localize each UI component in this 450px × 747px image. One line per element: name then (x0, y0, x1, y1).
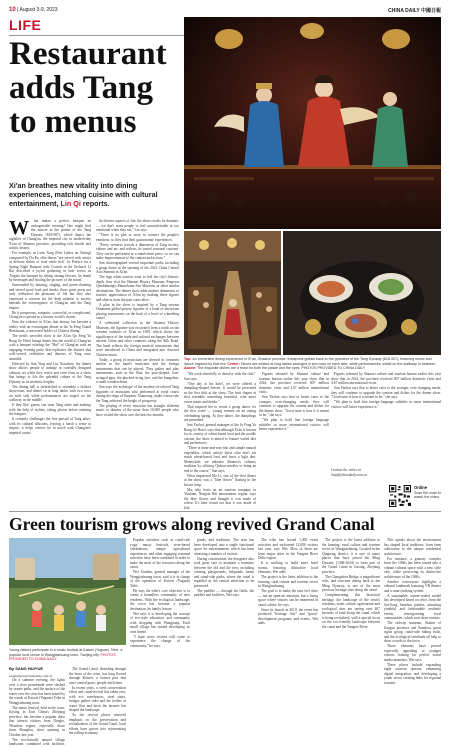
paragraph: The goal is to make the area feel alive — not an open-air museum, but a living space where visitors can be immersed in canal culture, he says. (258, 589, 318, 607)
paragraph: Sun choreographed several important paths, including a group dance at the opening of the 2022 China Central Asia Summit in Xi'an. (96, 261, 179, 274)
photo-banquet-hall (184, 231, 281, 355)
paragraph: Directed by Sun Ying and Liu Xiaozhen, the dinner show allows people to indulge in carefully designed culinary art while they watch and even feast as a show that brings to life the splendid culture of the Tang Dynasty as its aesthetic heights. (9, 361, 91, 384)
paragraph: In recent years, a vivid conservation effort and canal-revival has taken root, with eco warehouses, steel stairs, bridges gather sides and the bodies of water flow and hosts the farmers has shaped the landscape. (69, 685, 126, 712)
paragraph: Since its launch in 2019, the event has produced "heritage first" and "green" development programs and events, Wei adds. (258, 607, 318, 625)
second-photo-caption: Young visitors participate in a music festival at Kaiwei (Yuguan) Tribe, a popular rural venue in Wangjiazhuang town, Tianjing city. PHOTOS PROVIDED TO CHINA DAILY (9, 648, 123, 661)
second-byline-email[interactable]: sanghuiyue@chinadaily.com.cn (9, 673, 53, 678)
paragraph: For instance, a granary complex from the 1960s has been turned into a vibrant cultural space with a new style cafe, while preserving its distinctive architecture of the 1960s. (384, 556, 441, 579)
paragraph: do diverse aspects of life, the show results be dramatic — we don't want people to feel uncomfortable or too emotional when they eat," Liu says. (96, 219, 179, 232)
paragraph: The paddies — through the fields, the paddles and facilities, Wei says. (194, 588, 254, 597)
paragraph: Ma, who hosts an art tourism company in Yunfuan, Ningxia Hui autonomous region, says the blue flower and thought it was made of wheat. It's later found out that it was made of fish. (184, 487, 256, 509)
paragraph: "We plan to hold fine foreign language subtitles so more international visitors will better experience it." (259, 418, 329, 431)
paragraph: The tribe has hosted 1,400 event activities and welcomed 12,000 visitors last year, says Wei. Most of them are from major cities in the Yangtze River Delta region. (258, 538, 318, 560)
qr-code-icon[interactable] (389, 485, 411, 507)
paragraph: The playing of every musician has brought different music to dinners of the more than 10,000 people who have visited the show over the last few months. (96, 403, 179, 417)
paragraph: "There is no plot or story to connect the people's emotions, so they find their gastronomic experiences. (96, 233, 179, 242)
paragraph: As the revival places renewed emphasis on the preservation and revitalization of the Grand Canal, local efforts have grown into rejuvenating the rolling economy. (69, 713, 126, 735)
paragraph: Wei says it is developing the concept of eco-style education, and community with shopping with Wangjiang. Each small village has started developing its own theme. (130, 611, 190, 634)
feature-col1-text (9, 219, 91, 435)
deck (9, 181, 179, 209)
paragraph: Figures released by Shaanxi culture and tourism bureau earlier this year show that in 2024, the province received 607 million domestic visits and 4.67 million international visits. (259, 372, 329, 394)
paragraph: "Every scenario reveals a dimension of Tang society, culture and art, and reflects its varied seasonal customs. They can be performed as a stand-alone piece, so we can make improvements to the content and actions." (96, 242, 179, 260)
second-column-3 (130, 538, 190, 745)
photo-music-festival (9, 538, 126, 645)
paragraph: Figures released by Shaanxi culture and tourism bureau earlier this year show that in 2024, the province received 607 million domestic visits and 4.67 million international visits. (331, 372, 441, 385)
paragraph: A plan in the show is inspired by a Tang servant Ornament gilded pottery figurine of a band of musicians playing instruments on the back of a bowl of a kneeling camel. (96, 302, 179, 320)
paragraph: Now the violence in Xi'an, that fantasy has become a reality with an extravagant dinner at the Ju Feng Grand Restaurant, a renowned holder of Chinese dining. (9, 320, 91, 333)
paragraph: What impressed Ma Li, one of the first diners at the show, was a "blue flower" floating in the brown soup. (184, 473, 256, 487)
paragraph: Sun Yaohui says that to better cater to the younger, ever-changing needs, they will continue to upgrade the content and dishes for the dinner show. "Good taste is how it is meant to be," she says. (259, 395, 329, 417)
article-divider (9, 511, 441, 512)
contact-email[interactable]: linqi@chinadaily.com.cn (331, 472, 368, 477)
paragraph: "I hope more visitors will come to experience the change of the community," he says. (130, 634, 190, 648)
writer-contact (331, 468, 441, 477)
second-column-1 (9, 667, 65, 745)
deck-text: Xi'an breathes new vitality into dining experiences, matching cuisine with cultural entertainment, (9, 181, 158, 209)
paper-name: CHINA DAILY (388, 8, 420, 14)
paragraph: These places include expanding night tourism options, enhancing digital integration, and developing a youth sector creating hubs for regional tourism. (384, 662, 441, 685)
paragraph: The project is the latest addition to the farming, rural culture and tourism sector in Wangjiazhuang. (258, 575, 318, 588)
paragraph: The project is the latest addition to the farming, rural culture and tourism sector in Wangjiazhuang. Located in the Qingtong district, it is one of many places that have joined the Ming Dynasty (1368-1644) to form part of the Grand Canal in Jiaxing, Zhejiang province. (322, 538, 380, 574)
qr-title: Online (414, 485, 428, 490)
paragraph: A sustainable, nature-rooted model has developed based on relics from the Sui-Song Sanzhou pattern, attracting youthful and fashionable aesthetic events, reinvigorating local communities, which now draw tourists. (384, 593, 441, 620)
qr-text: Scan the code to watch the video. (414, 490, 441, 499)
feature-column-3 (184, 372, 256, 509)
paragraph: For example, in Liren Xing (Fair Ladies on Outing) composed by Du Fu, elite diners "are served with arrays of delicate dishes of food while fish". In Preface for a Spring Night Banquet with Cousins in the Orchard, Li Bai described a joyful gathering in lush verses as "begins the banquet by sitting among flowers, he drank by beverages and hosting the pictures of the moon". (9, 251, 91, 282)
qr-block[interactable] (389, 485, 441, 507)
paragraph: Today, a group of musicians are dressed in costumes similar to the band's musicians and the foreign instruments that can be played. They gather and play instruments, such as the flute, the pear-shaped, four-stringed pipa, the plucked string lyre, and the bangzhou, a small wooden drum. (96, 357, 179, 384)
feature-column-5 (331, 372, 441, 466)
paragraph: Popular activities such as canal-side yoga, music festivals, river-based celebrations, unique agricultural experiences, and other engaging seasonal activities have been combined in order to make the most of the resources along the canal. (130, 538, 190, 569)
paragraph: Sun Yaohui, general manager of the Ju Fang Ya Rong Ge Hotel, says that although Xi'an is known for its variety of wheat-based food and the noodle cuisine, the show is aimed to feature varied diet and preferences. (184, 423, 256, 445)
paragraph: "There is meat-and-rose fish and simple natural vegetables, which satisfy those who don't eat much wheat-based food and favor a light diet. Meanwhile, we enhance Shaanxi's culinary tradition by offering Qishan noodles to bring an end to the course," Sun says. (184, 446, 256, 473)
paragraph: The dining hall is refurbished to resemble a fashion showroom, and diners sit at long tables with two rows on each side while performances are staged on the walkway in the middle. (9, 384, 91, 402)
paragraph: Sun Yaohui says that to better cater to the younger, ever-changing needs, they will continue to upgrade the content and dishes for the dinner show. "Good taste is how it is meant to be," she says. (331, 386, 441, 399)
paragraph: The eco-friendly natural village landscape, combined with facilities, (9, 737, 65, 745)
photo-credit: PHOTOS PROVIDED TO CHINA DAILY (301, 366, 366, 370)
paragraph: That inspired her to create a group dance for the first scene — young women on an outing celebrating spring. As they dance, the dumplings are presented. (184, 404, 256, 422)
paragraph: The railway museum, Station of Jiangsu province and Sanzhou, guest rights group, canal-side hiking trails, and the ecological riverbank all help to draw crowds to the town. (384, 621, 441, 643)
feature-column-4 (259, 372, 329, 509)
contact-label: Contact the writer at (331, 468, 362, 472)
second-column-5 (258, 538, 318, 745)
headline: Restaurant adds Tang to menus (9, 36, 167, 140)
masthead: 10 | August 3-9, 2023 CHINA DAILY 中國日報 (9, 7, 441, 14)
paragraph: hat makes a perfect banquet an unforgettable evening? One might find the answer in the poems of the Tang Dynasty (618-907), which depict the nightlife of Chang'an, the imperial city in modern-day Xi'an of Shaanxi province, providing rich details and artistic beauty. (9, 219, 91, 250)
section-title: LIFE (9, 17, 42, 33)
photo-dishes (283, 231, 441, 355)
dropcap: W (9, 219, 29, 239)
paragraph: He says the tribe's core objective is to create a boundless community of new residents. With the ecological landscape, the town has become a popular destination for family leisure. (130, 588, 190, 611)
issue-date: August 3-9, 2023 (19, 7, 58, 13)
paragraph: Complementing this historical heritage, the landscape of the town's residents, water culture, agritourism and ecological sites are seeing over 467 hectares of land along the canal, which is being revitalized, with a special focus on the eco-friendly landscape between the canal and the Yangtze River. (322, 593, 380, 629)
second-column-6 (322, 538, 380, 745)
feature-column-2 (96, 219, 179, 509)
paragraph: On a summer evening, the lights over a river promenade were slashed by ornate paths, and the surface of the water over the river has been raised by the winds of Kaiwei (Yuguan) Tribe in Wangjiazhuang town. (9, 678, 65, 705)
paper-name-cn: 中國日報 (420, 8, 441, 14)
paragraph: "We plan to hold fine foreign language subtitles so more international visitors will better experience it." (331, 400, 441, 409)
paragraph: The Changzhou Bridge, a magnificent relic, and structure dating back to the Ming Dynasty, is one of the most precious heritage sites along the canal. (322, 574, 380, 592)
second-headline: Green tourism grows along revived Grand Canal (9, 514, 375, 534)
paragraph: During construction, the designers also took great care to maintain a harmony between the old and the new, including creating playgrounds, fishponds, farms and canal-side parks, where the canal is regarded as the central attraction to be preserved. (194, 556, 254, 588)
paragraph: The music festival, held in the town, Jiaxing in East China's Zhejiang province, has become a popular draw that attracts visitors from Ningbo, Wenzhou region, especially those from Shanghai, since opening in October last year. (9, 705, 65, 737)
paragraph: Wei Xiaobin, general manager of the Wangjiazhuang town, said it is in charge of the operation of Kaiwei (Yuguan) Tribe. (130, 570, 190, 588)
paragraph: Those elements have proved especially appealing to younger visitors looking for perfect social media moments, Wei says. (384, 644, 441, 662)
second-column-7 (384, 538, 441, 745)
paragraph: The Grand Canal, threading through the heart of the town, has long flowed through Kaiwei, a former port that once carried grain, people and letters. (69, 667, 126, 685)
feature-column-1 (9, 219, 91, 509)
paragraph: This speaks about the environment has shaped local traditions, from farm cultivation to the unique residential architecture. (384, 538, 441, 556)
paragraph: If they like, guests can wear Tang attire and makeup with the help of stylists, taking photos before entering the banquet. (9, 403, 91, 416)
second-byline: By SANG HUIYUE (9, 667, 44, 671)
paragraph: The sign when tourists want to feel the city's historic depth, they visit the Shaanxi History Museum, Emperor Qinshihuang's Mausoleum Site Museum, or other similar destinations. The dinner show adds another dimension to tourists' appreciation of Xi'an by making these figures and objects from the past come alive. (96, 275, 179, 302)
page-number: 10 (9, 7, 16, 13)
photo-tang-performance (184, 17, 441, 229)
paragraph: It certainly challenges the free pursuit of Tang attire, with its cultural allusions, leaving a harsh a sense to inspire, it helps visitors be in touch with Chang'an's imperial courts. (9, 417, 91, 435)
paragraph: Be it prosperous, romantic, sorrowful, or complicated, Chang'an is poised as a literary world's charm. (9, 310, 91, 319)
paragraph: "One day at his hotel, we were offered a dumpling-shaped dessert. It would be presented as the first dish at the show. The fruit shapes at first resemble something beautiful, with more sweet meats and drinks." (184, 381, 256, 404)
paragraph: "We work sheerfully to dissolve with the chef," Sun says. (184, 372, 256, 381)
paragraph: It is working to build more hotel rooms, featuring distinctive local elements, Wei adds. (258, 561, 318, 574)
paragraph: The newly unveiled show at the Xi'an Qu Feng Ya Rong Ge Hotel brings diners into the world of Chang'an with a banquet echoing the "Hui" of Chang'an with an engaging evening party that replicates the dinners that well-versed, celebrities and dancers of Tang once attended. (9, 334, 91, 361)
deck-end: reports. (82, 199, 110, 209)
second-column-2 (69, 667, 126, 745)
paragraph: A celebrated collection in the Shaanxi History Museum, the figurine was excavated from a tomb on the western outskirts of Xi'an in 1959, which shows the significance of the trade and cultural exchanges between ancient China and other countries along the Silk Road. The band reflects the foreign musical instruments that were introduced to China and integrated into classical Chinese music. (96, 321, 179, 357)
main-caption: Top: An immersive dining experience in Xi'an, Shaanxi province, transports guests back to the grandeur of the Tang Dynasty (618-907), featuring music and dance inspired by that era. Center: Diners are seated at long tables arranged in two rows on each side, while performances unfold on the walkway in between. Above: The exquisite dishes are a feast for both the palate and the eyes. PHOTOS PROVIDED TO CHINA DAILY (184, 357, 437, 370)
paragraph: Surrounded by dancing, singing, and poem-chanting and served good food and drinks, these great poets not only celebrated the pleasures of life but they also expressed a concern for the deep malaise to society beneath the extravagance of Chang'an and the Tang empire. (9, 283, 91, 310)
paragraph: Sun says the archetype of the modern tri-colored Tang figurines of musicians who performed at royal courts during the reign of Emperor Xuanzong, under whose rule the Tang achieved the height of prosperity. (96, 385, 179, 403)
second-column-4 (194, 538, 254, 745)
paragraph: ponds, and traditions. The area has been developed into a single functional space for entertainment, which has been attracting a number of visitors. (194, 538, 254, 556)
deck-byline: Lin Qi (60, 199, 81, 209)
paragraph: Another cornerstone highlights a cultural landmark featuring VR theater and a smart parking system. (384, 579, 441, 593)
